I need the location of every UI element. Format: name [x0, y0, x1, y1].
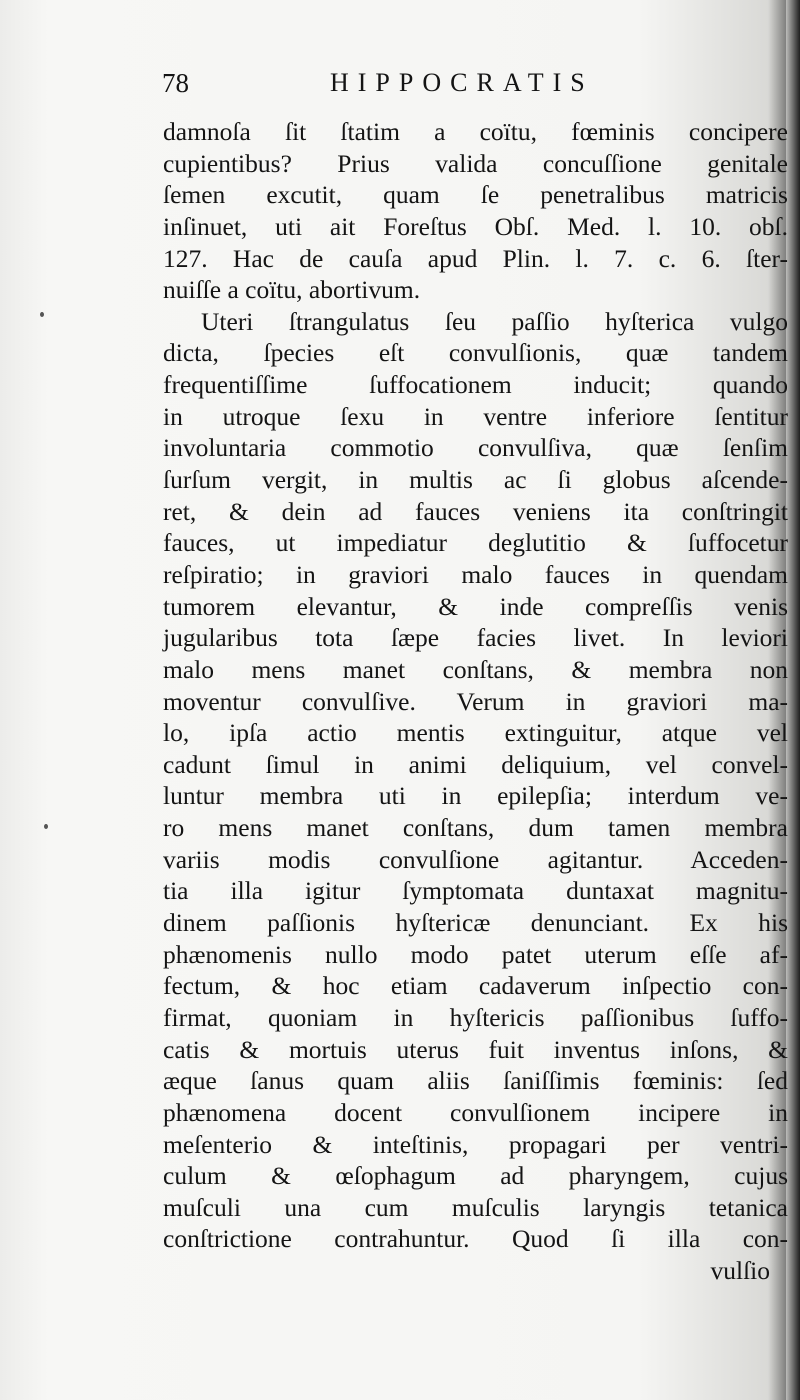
text-line: fauces, ut impediatur deglutitio & ſuffocetur [163, 528, 788, 558]
text-line: 127. Hac de cauſa apud Plin. l. 7. c. 6. ſter- [163, 243, 788, 273]
text-line: dicta, ſpecies eſt convulſionis, quæ tandem [163, 338, 788, 368]
text-line: meſenterio & inteſtinis, propagari per ventri- [163, 1129, 788, 1159]
text-line: damnoſa ſit ſtatim a coïtu, fœminis concipere [163, 117, 788, 146]
text-line: variis modis convulſione agitantur. Acceden- [163, 844, 788, 874]
page-header [162, 68, 722, 108]
text-line: firmat, quoniam in hyſtericis paſſionibus ſuffo- [163, 1002, 788, 1032]
text-line: luntur membra uti in epilepſia; interdum ve- [163, 781, 788, 811]
text-line: catis & mortuis uterus fuit inventus inſons, & [163, 1034, 788, 1064]
text-line: culum & œſophagum ad pharyngem, cujus [163, 1161, 788, 1191]
text-line: ſurſum vergit, in multis ac ſi globus aſcende- [163, 465, 788, 495]
paragraph-start-line: Uteri ſtrangulatus ſeu paſſio hyſterica vulgo [201, 306, 788, 336]
text-line: lo, ipſa actio mentis extinguitur, atque vel [163, 718, 788, 748]
body-text [163, 116, 788, 1287]
text-line: malo mens manet conſtans, & membra non [163, 654, 788, 684]
text-line: muſculi una cum muſculis laryngis tetanica [163, 1192, 788, 1222]
text-line: inſinuet, uti ait Foreſtus Obſ. Med. l. 10. obſ. [163, 211, 788, 241]
text-line: frequentiſſime ſuffocationem inducit; quando [163, 370, 788, 400]
text-line: tumorem elevantur, & inde compreſſis venis [163, 591, 788, 621]
catchword: vulſio [710, 1256, 770, 1286]
page-edge-shadow [786, 0, 800, 1400]
text-line: moventur convulſive. Verum in graviori ma- [163, 686, 788, 716]
text-line: in utroque ſexu in ventre inferiore ſentitur [163, 401, 788, 431]
text-line: ſemen excutit, quam ſe penetralibus matricis [163, 180, 788, 210]
text-line: fectum, & hoc etiam cadaverum inſpectio con- [163, 971, 788, 1001]
text-line: æque ſanus quam aliis ſaniſſimis fœminis: ſed [163, 1066, 788, 1096]
text-line: ro mens manet conſtans, dum tamen membra [163, 813, 788, 843]
text-line: dinem paſſionis hyſtericæ denunciant. Ex his [163, 908, 788, 938]
text-line: ret, & dein ad fauces veniens ita conſtringit [163, 496, 788, 526]
text-line: jugularibus tota ſæpe facies livet. In leviori [163, 623, 788, 653]
text-line: conſtrictione contrahuntur. Quod ſi illa con- [163, 1224, 788, 1254]
page-number: 78 [162, 68, 189, 98]
running-head: HIPPOCRATIS [330, 68, 594, 97]
text-line: nuiſſe a coïtu, abortivum. [163, 275, 421, 305]
text-line: phænomena docent convulſionem incipere in [163, 1097, 788, 1127]
text-line: involuntaria commotio convulſiva, quæ ſenſim [163, 433, 788, 463]
text-line: reſpiratio; in graviori malo fauces in quendam [163, 559, 788, 589]
text-line: tia illa igitur ſymptomata duntaxat magnitu- [163, 876, 788, 906]
text-line: cadunt ſimul in animi deliquium, vel convel- [163, 749, 788, 779]
text-line: phænomenis nullo modo patet uterum eſſe af- [163, 939, 788, 969]
text-line: cupientibus? Prius valida concuſſione genitale [163, 148, 788, 178]
paper-speck [40, 312, 44, 317]
paper-speck [44, 824, 48, 829]
